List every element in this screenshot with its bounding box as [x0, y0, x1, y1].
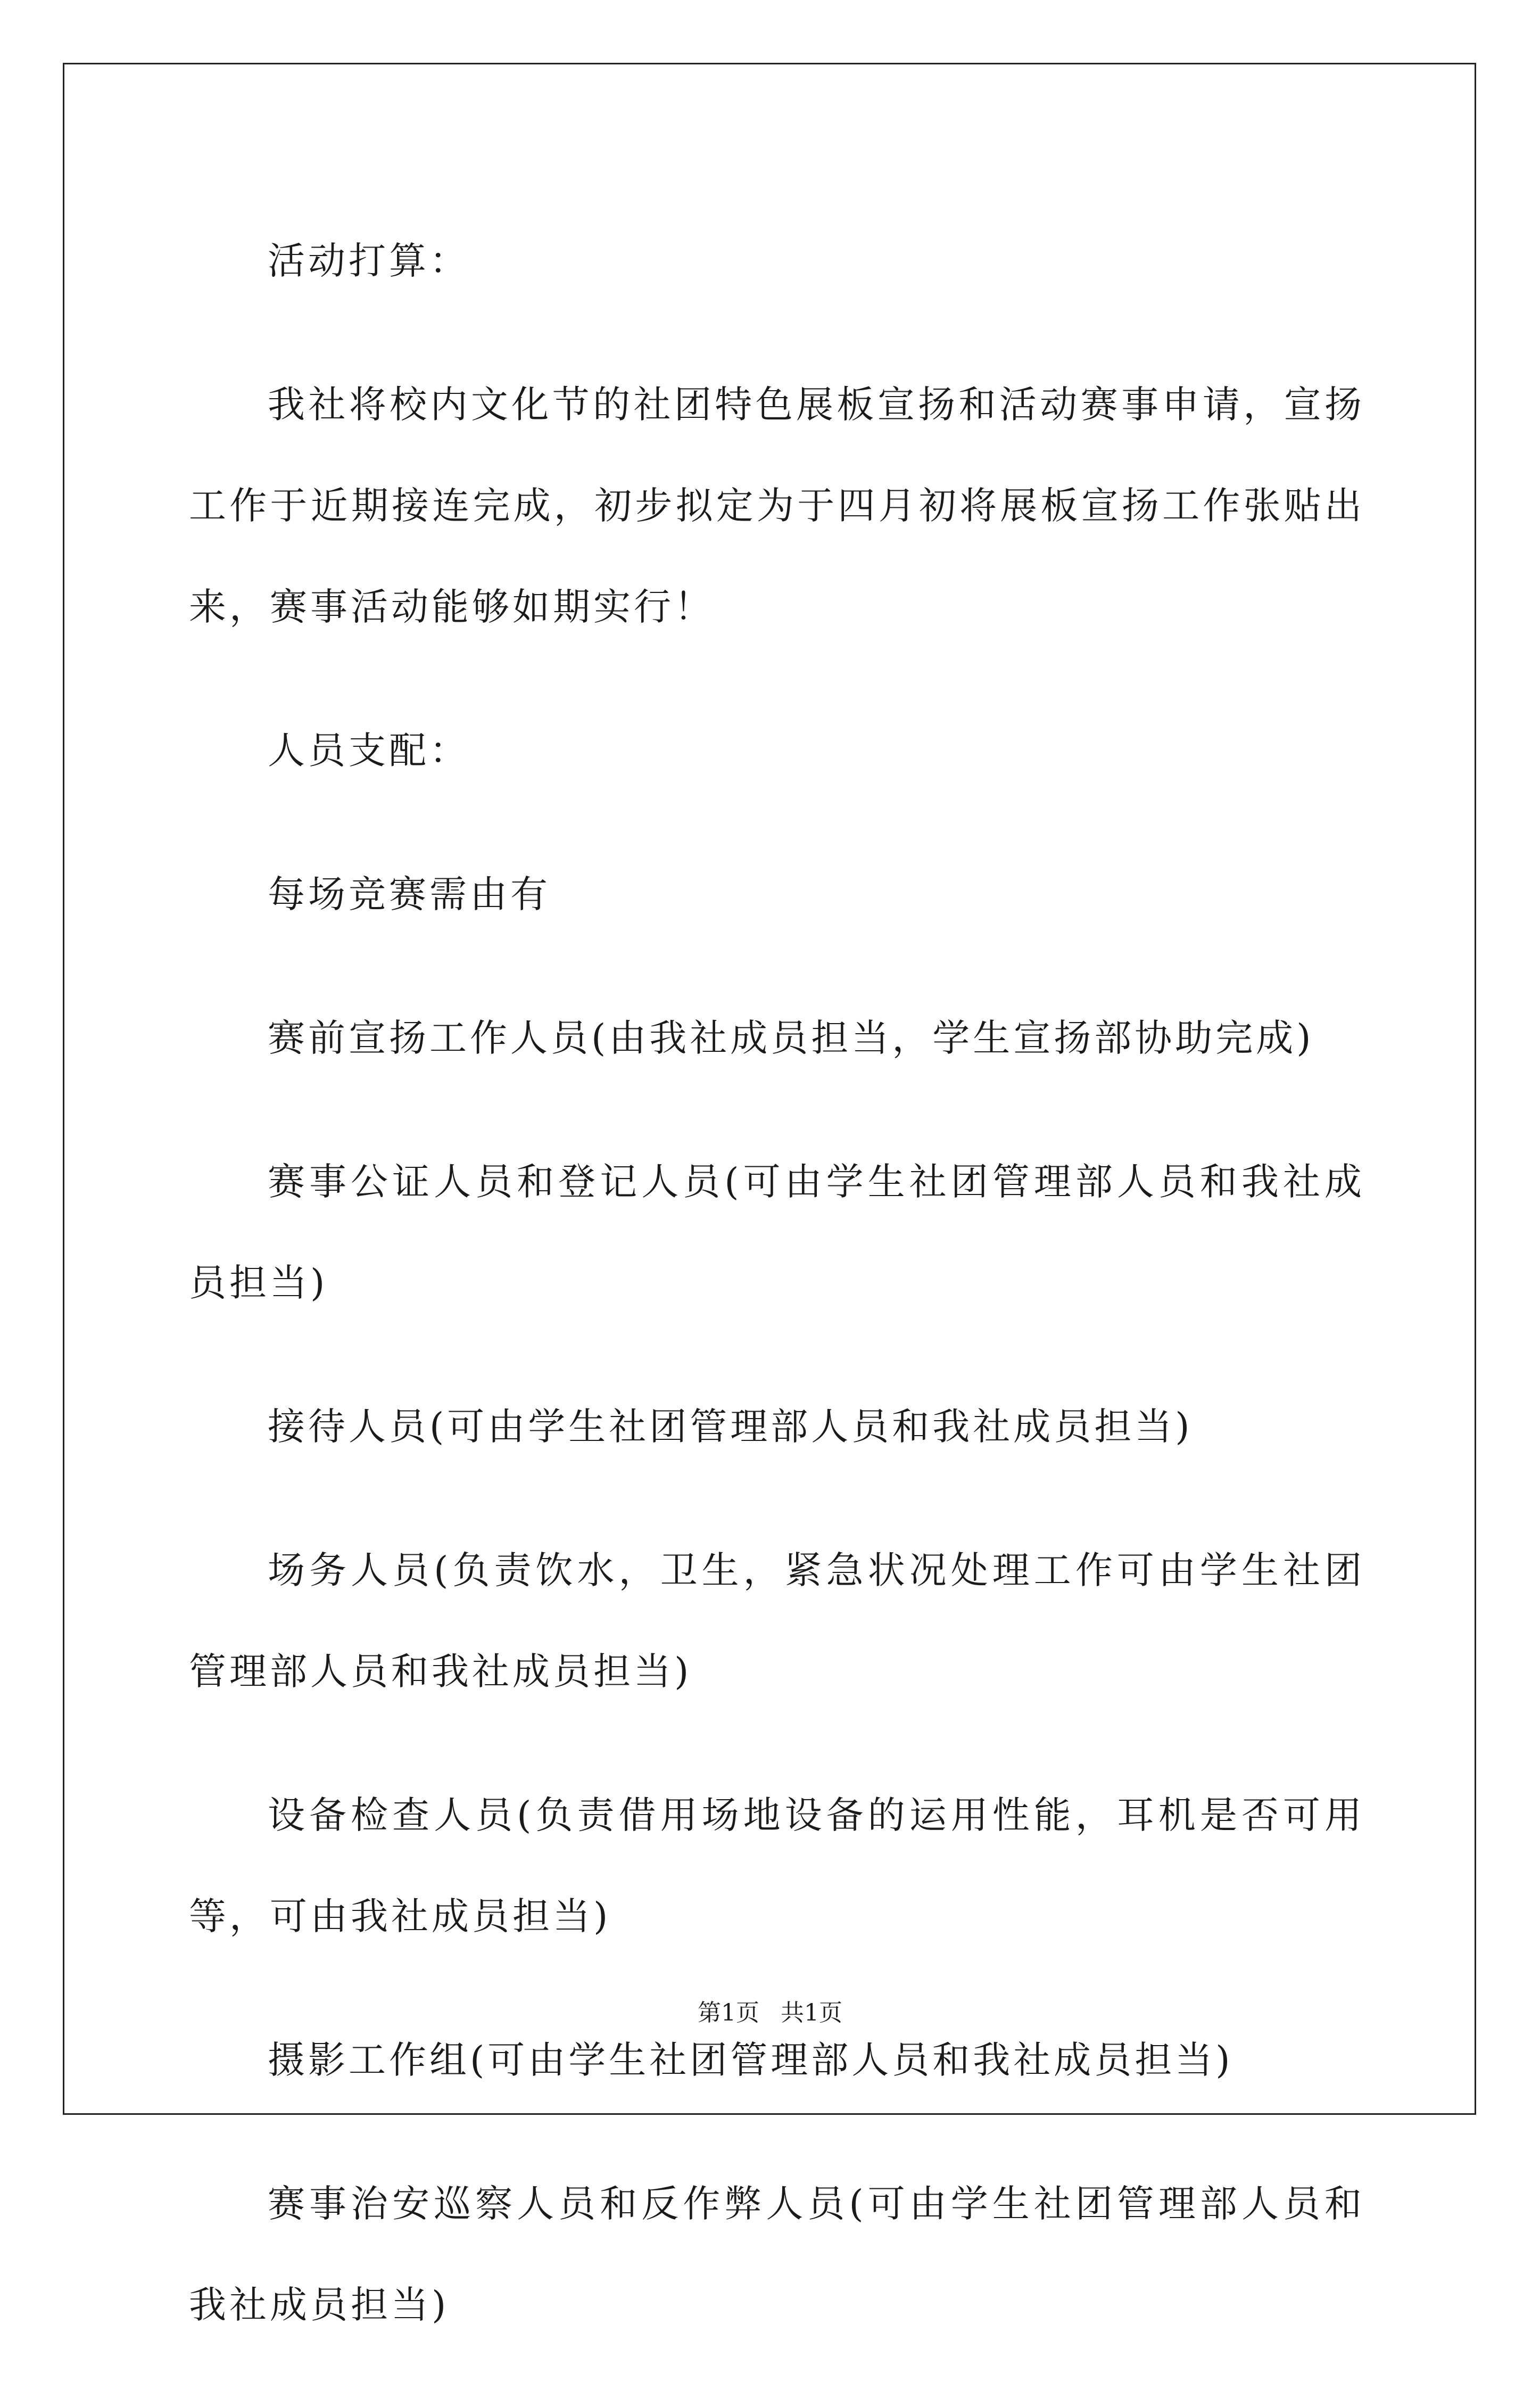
paragraph-reception-staff: 接待人员(可由学生社团管理部人员和我社成员担当) — [268, 1405, 1193, 1448]
paragraph-staff-heading: 人员支配： — [268, 729, 470, 772]
page-footer — [0, 1993, 1540, 2028]
paragraph-equipment-staff: 设备检查人员(负责借用场地设备的运用性能，耳机是否可用等，可由我社成员担当) — [189, 1793, 1365, 1938]
paragraph-activity-plan: 我社将校内文化节的社团特色展板宣扬和活动赛事申请，宣扬工作于近期接连完成，初步拟定为于四月初将展板宣扬工作张贴出来，赛事活动能够如期实行！ — [189, 383, 1365, 629]
page-number-total: 共1页 — [781, 1999, 842, 2026]
paragraph-security-staff: 赛事治安巡察人员和反作弊人员(可由学生社团管理部人员和我社成员担当) — [189, 2182, 1365, 2327]
document-body — [189, 210, 1365, 2398]
paragraph-photography-staff: 摄影工作组(可由学生社团管理部人员和我社成员担当) — [268, 2038, 1233, 2082]
paragraph-promotion-staff: 赛前宣扬工作人员(由我社成员担当，学生宣扬部协助完成) — [268, 1016, 1314, 1060]
paragraph-notary-staff: 赛事公证人员和登记人员(可由学生社团管理部人员和我社成员担当) — [189, 1160, 1365, 1305]
page-number-current: 第1页 — [698, 1999, 759, 2026]
paragraph-venue-staff: 场务人员(负责饮水，卫生，紧急状况处理工作可由学生社团管理部人员和我社成员担当) — [189, 1548, 1365, 1693]
paragraph-activity-plan-heading: 活动打算： — [268, 239, 470, 283]
paragraph-staff-intro: 每场竞赛需由有 — [268, 872, 551, 916]
